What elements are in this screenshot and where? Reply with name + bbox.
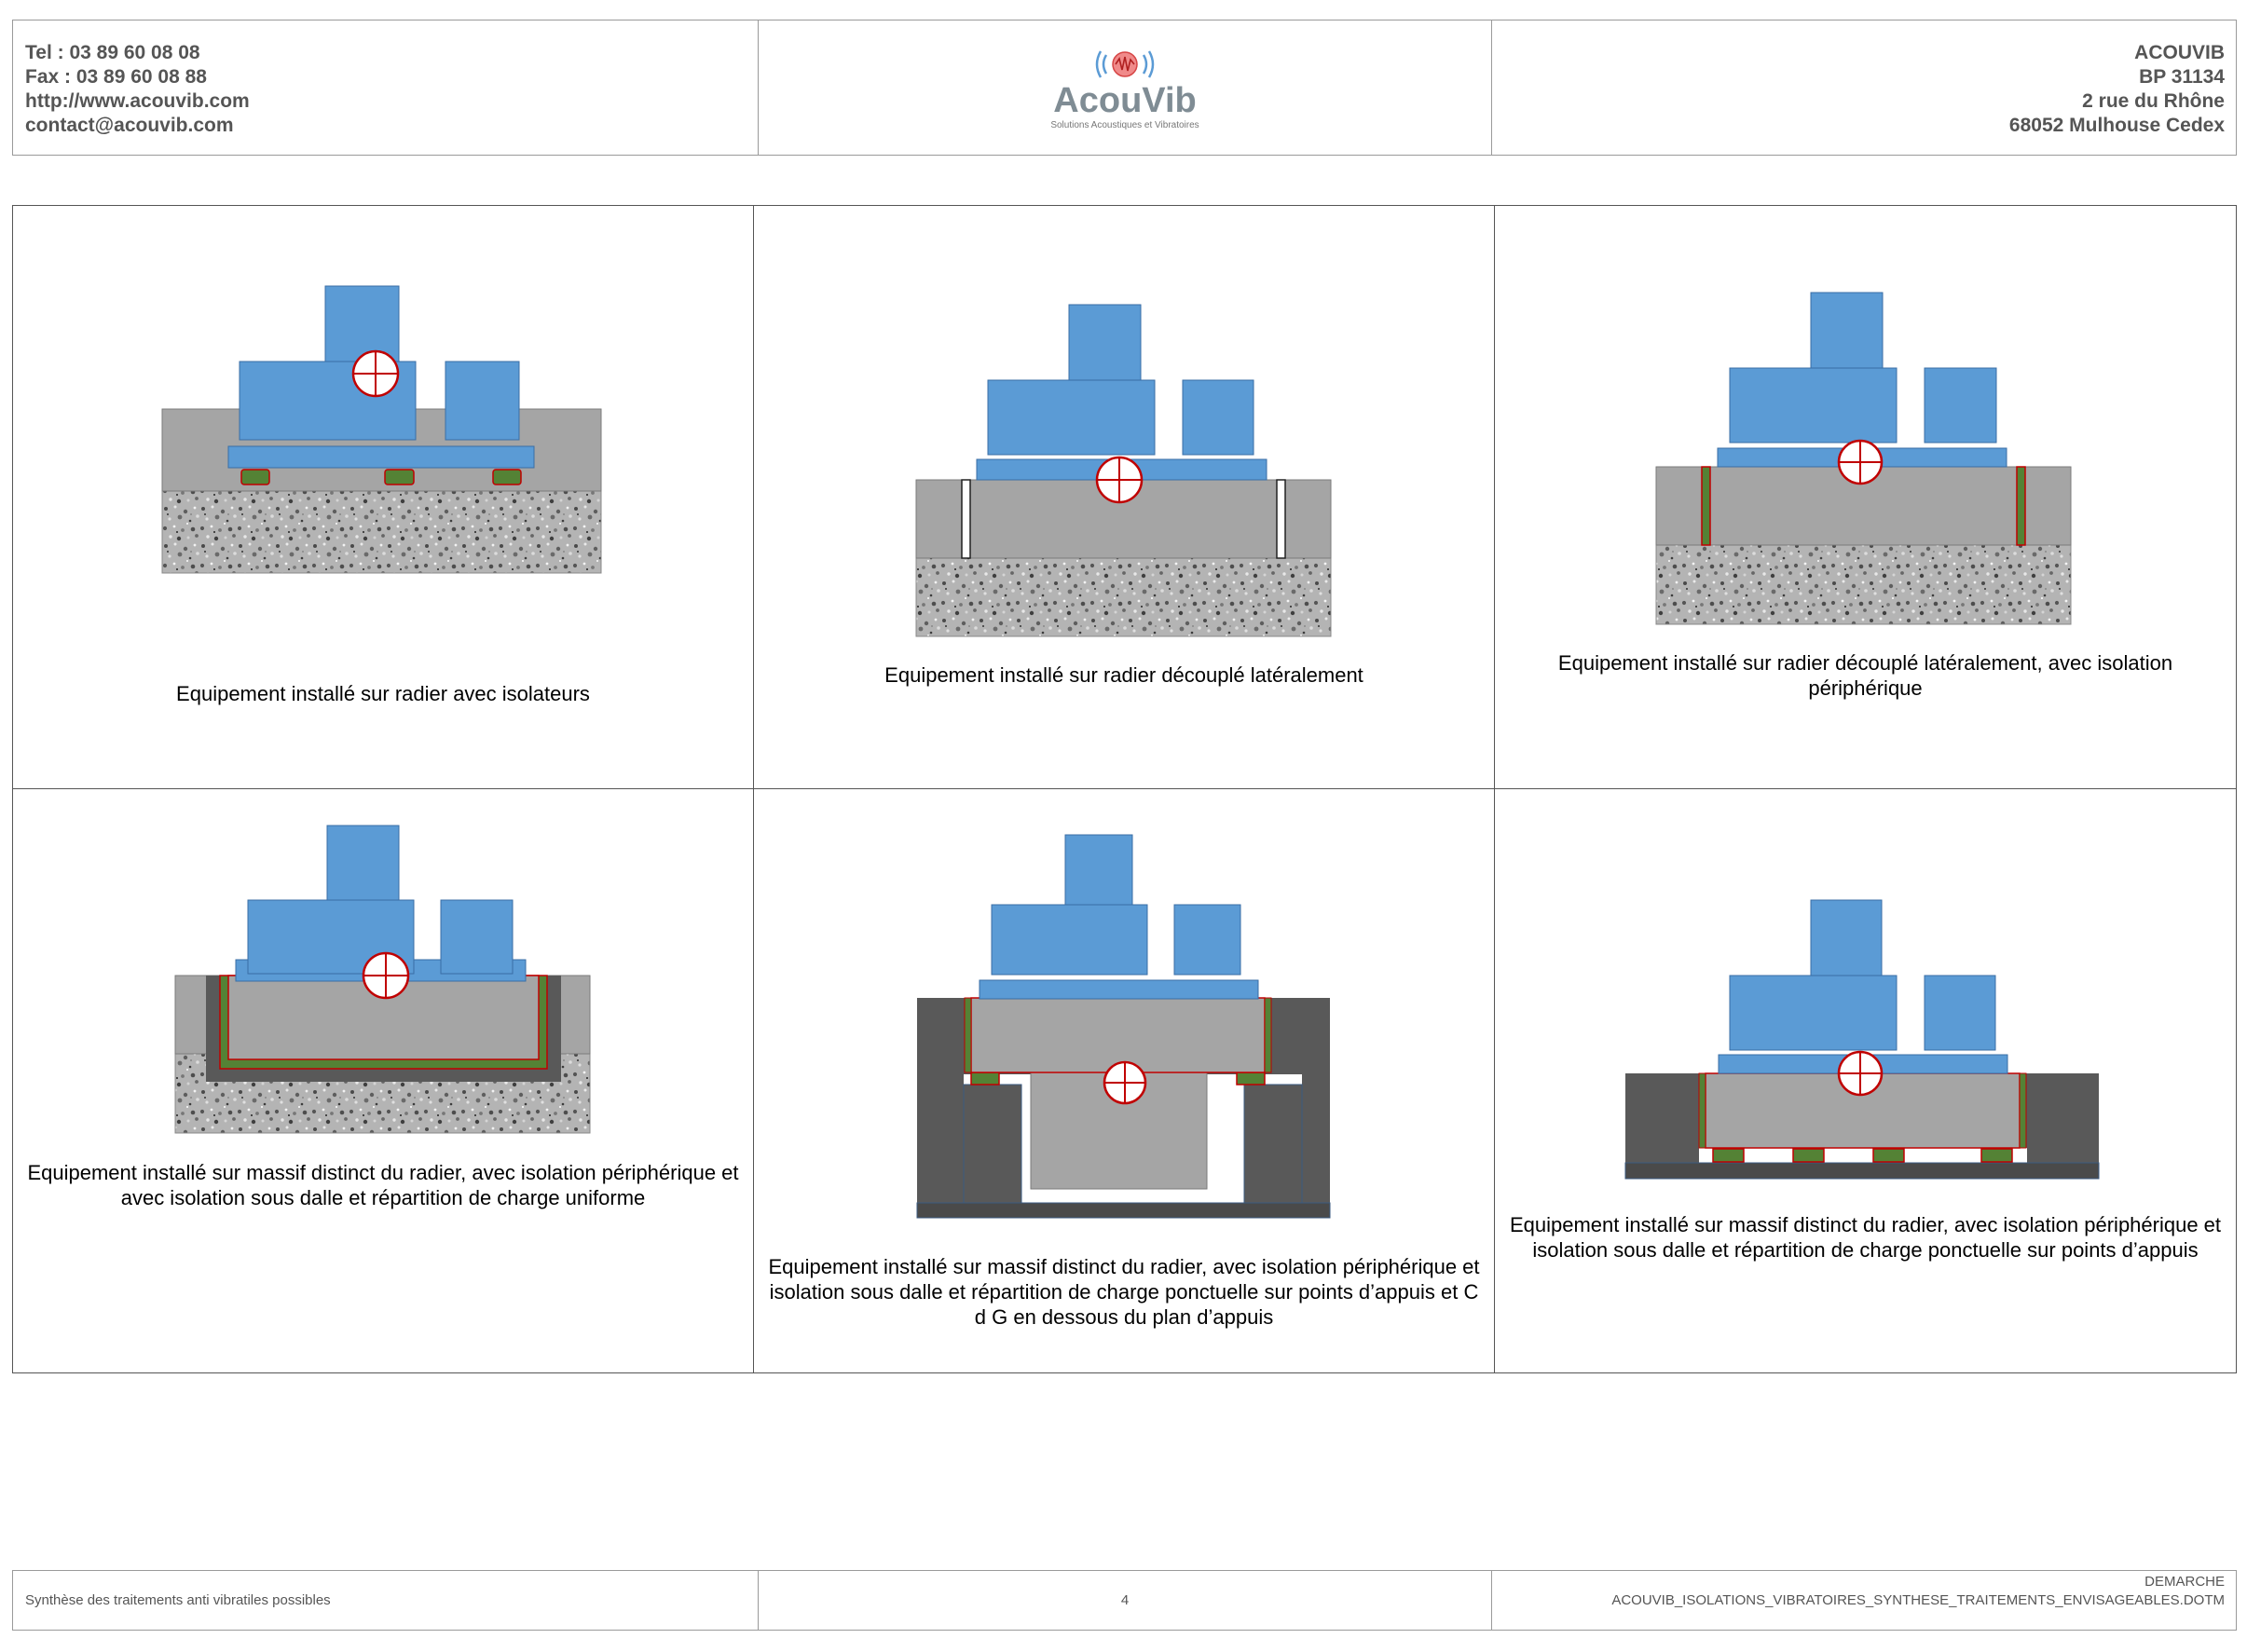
diagram-massif-charge-uniforme — [13, 789, 754, 1373]
logo-wordmark: AcouVib — [1053, 80, 1197, 120]
peripheral-isolation — [1702, 467, 1710, 545]
footer-document — [1491, 1571, 2236, 1630]
panel-massif-charge-ponctuelle — [1495, 789, 2236, 1372]
peripheral-isolation — [2017, 467, 2025, 545]
equipment-block — [445, 362, 519, 440]
equipment-block — [992, 905, 1147, 975]
panel-radier-isolateurs — [13, 206, 754, 789]
equipment-block — [1730, 976, 1897, 1050]
footer-title: Synthèse des traitements anti vibratiles possibles — [25, 1592, 331, 1608]
document-type: DEMARCHE — [2144, 1574, 2225, 1590]
contact-block — [13, 20, 758, 155]
equipment-block — [1811, 293, 1883, 368]
isolator-pad — [1713, 1149, 1744, 1162]
address-block — [1491, 20, 2236, 155]
isolator-pad — [1237, 1072, 1265, 1085]
equipment-block — [1811, 900, 1882, 976]
document-filename: ACOUVIB_ISOLATIONS_VIBRATOIRES_SYNTHESE_TRAITEMENTS_ENVISAGEABLES.DOTM — [1611, 1592, 2225, 1608]
diagram-radier-decouple-isolation — [1495, 206, 2236, 790]
isolator-pad — [493, 470, 521, 485]
isolator-pad — [1981, 1149, 2012, 1162]
isolator-pad — [241, 470, 269, 485]
diagram-grid — [12, 205, 2237, 1373]
equipment-block — [327, 826, 399, 900]
lateral-joint — [1277, 480, 1285, 558]
massif-pillar — [1244, 1085, 1302, 1203]
peripheral-isolation — [2020, 1073, 2026, 1148]
equipment-base-frame — [980, 980, 1258, 999]
equipment-block — [325, 286, 399, 362]
panel-caption: Equipement installé sur radier découplé latéralement — [884, 663, 1363, 687]
equipment-block — [1069, 305, 1141, 380]
massif-base — [1625, 1163, 2099, 1179]
email-link[interactable]: contact@acouvib.com — [25, 115, 234, 136]
soil-layer — [1656, 545, 2071, 624]
panel-radier-decouple — [754, 206, 1495, 789]
isolator-pad — [971, 1072, 999, 1085]
equipment-block — [1174, 905, 1240, 975]
equipment-block — [1925, 976, 1995, 1050]
lateral-joint — [962, 480, 970, 558]
center-of-gravity-icon — [363, 953, 408, 998]
center-of-gravity-icon — [1097, 457, 1142, 502]
peripheral-isolation — [965, 998, 971, 1072]
pit-gap — [1699, 1148, 2027, 1164]
equipment-block — [1065, 835, 1132, 905]
city-address: 68052 Mulhouse Cedex — [2008, 115, 2225, 136]
equipment-block — [1730, 368, 1897, 443]
panel-radier-decouple-isolation — [1495, 206, 2236, 789]
equipment-block — [441, 900, 513, 974]
isolator-pad — [1793, 1149, 1824, 1162]
acouvib-logo-icon — [1088, 46, 1162, 83]
isolator-pad — [1873, 1149, 1904, 1162]
panel-massif-charge-ponctuelle-cdg — [754, 789, 1495, 1372]
massif-pillar — [964, 1085, 1021, 1203]
page-number: 4 — [758, 1571, 1491, 1630]
center-of-gravity-icon — [1839, 1052, 1882, 1095]
equipment-block — [988, 380, 1155, 455]
isolator-pad — [385, 470, 414, 485]
massif-slab — [971, 998, 1265, 1072]
panel-caption: Equipement installé sur radier avec isolateurs — [176, 682, 590, 705]
company-name: ACOUVIB — [2134, 42, 2225, 63]
diagram-massif-charge-ponctuelle — [1495, 789, 2236, 1373]
postal-box: BP 31134 — [2139, 66, 2225, 88]
massif-base — [917, 1203, 1330, 1218]
panel-massif-charge-uniforme — [13, 789, 754, 1372]
center-of-gravity-icon — [1839, 441, 1882, 484]
center-of-gravity-icon — [1104, 1062, 1145, 1103]
fax-number: Fax : 03 89 60 08 88 — [25, 66, 207, 88]
website-link[interactable]: http://www.acouvib.com — [25, 90, 250, 112]
street-address: 2 rue du Rhône — [2082, 90, 2225, 112]
logo-block — [758, 20, 1491, 155]
page-header — [12, 20, 2237, 156]
panel-caption: Equipement installé sur massif distinct du radier, avec isolation périphérique et isolation sous dalle et répartition de charge ponctuelle sur points d’appuis et C d G en dessous du plan d’appuis — [768, 1255, 1480, 1329]
peripheral-isolation — [1699, 1073, 1706, 1148]
logo-tagline: Solutions Acoustiques et Vibratoires — [1050, 119, 1199, 130]
page-footer — [12, 1570, 2237, 1631]
soil-layer — [916, 558, 1331, 636]
panel-caption: Equipement installé sur radier découplé latéralement, avec isolation périphérique — [1557, 651, 2173, 700]
equipment-block — [1925, 368, 1996, 443]
equipment-base-frame — [228, 446, 534, 468]
panel-caption: Equipement installé sur massif distinct du radier, avec isolation périphérique et avec isolation sous dalle et répartition de charge uniforme — [27, 1161, 739, 1209]
phone-number: Tel : 03 89 60 08 08 — [25, 42, 200, 63]
peripheral-isolation — [1265, 998, 1271, 1072]
panel-caption: Equipement installé sur massif distinct du radier, avec isolation périphérique et isolation sous dalle et répartition de charge ponctuelle sur points d’appuis — [1509, 1213, 2222, 1262]
center-of-gravity-icon — [353, 351, 398, 396]
diagram-radier-decouple — [754, 206, 1495, 790]
equipment-block — [1183, 380, 1254, 455]
